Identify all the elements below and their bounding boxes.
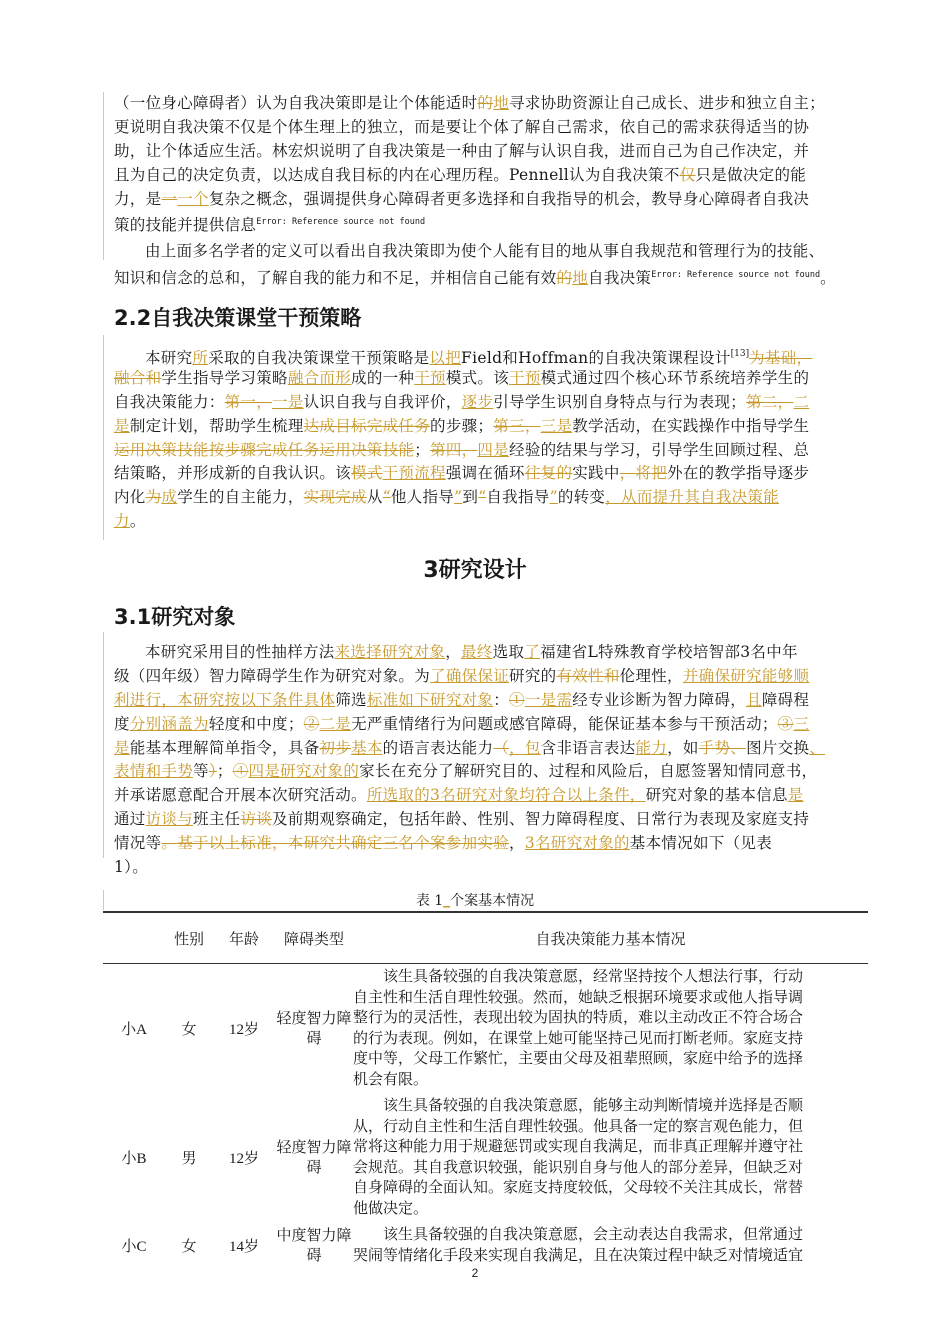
revision-bar <box>103 335 104 540</box>
tracked-insertion: 是 <box>787 786 804 805</box>
tracked-deletion: 初步 <box>319 738 352 757</box>
table-cell-disability-type: 轻度智力障 碍 <box>276 1010 352 1047</box>
text-line: 由上面多名学者的定义可以看出自我决策即为使个人能有目的地从事自我规范和管理行为的技能、 <box>145 242 825 260</box>
heading-section-3: 3研究设计 <box>423 558 527 583</box>
tracked-insertion: 一个 <box>177 189 209 208</box>
tracked-insertion: 逐步 <box>461 392 494 411</box>
text-line: 结策略，并形成新的自我认识。该模式干预流程强调在循环往复的实践中，将把外在的教学指导逐步 <box>114 464 810 483</box>
tracked-deletion: ② <box>303 714 320 733</box>
tracked-insertion: 成 <box>161 488 178 507</box>
text-line: 度分别涵盖为轻度和中度；②二是无严重情绪行为问题或感官障碍，能保证基本参与干预活动；③三 <box>114 714 810 733</box>
text-line: 情况等。基于以上标准，本研究共确定三名个案参加实验，3名研究对象的基本情况如下（见表 <box>114 834 772 853</box>
table-cell: 男 <box>181 1151 197 1167</box>
text-line: 是能基本理解简单指令，具备初步基本的语言表达能力（，包含非语言表达能力，如手势、图片交换、 <box>114 738 826 757</box>
tracked-insertion: 所选取的3名研究对象均符合以上条件， <box>366 786 646 805</box>
tracked-insertion: 分别涵盖为 <box>129 714 209 733</box>
text-line: 1）。 <box>114 858 149 877</box>
tracked-insertion: 干预 <box>414 368 446 387</box>
tracked-insertion: 最终 <box>461 643 493 661</box>
text-line: 助，让个体适应生活。林宏炽说明了自我决策是一种由了解与认识自我，进而自己为自己作决定，并 <box>114 141 810 160</box>
table-header-cell: 年龄 <box>213 912 275 964</box>
paragraph-research-subjects <box>114 641 856 880</box>
tracked-deletion: 为基础， <box>749 349 813 367</box>
tracked-deletion: （ <box>493 738 510 757</box>
table-row <box>103 1222 868 1269</box>
tracked-insertion: 所 <box>192 349 209 367</box>
text-line: 更说明自我决策不仅是个体生理上的独立，而是要让个体了解自己需求，依自己的需求获得适当的协 <box>114 117 810 136</box>
tracked-insertion: 四是 <box>477 440 510 459</box>
text-line: 知识和信念的总和，了解自我的能力和不足，并相信自己能有效的地自我决策$^{Error: Reference source not found}$。 <box>114 268 836 287</box>
tracked-deletion: 模式 <box>351 464 383 483</box>
tracked-insertion: 一是需 <box>524 690 573 709</box>
tracked-insertion: 干预流程 <box>382 464 446 483</box>
tracked-deletion: “ <box>478 488 487 507</box>
table-row <box>103 964 868 1094</box>
tracked-deletion: 。基于以上标准，本研究共确定三名个案参加实验 <box>161 834 510 853</box>
tracked-deletion: 第四， <box>430 440 478 459</box>
paragraph-self-determination-definitions <box>114 92 856 235</box>
tracked-insertion: 并确保研究能够顺 <box>682 666 810 685</box>
text-line: 内化为成学生的自主能力，实现完成从“他人指导”到“自我指导”的转变，从而提升其自我决策能 <box>114 488 780 507</box>
tracked-insertion: 了确保保证 <box>430 666 510 685</box>
tracked-insertion: 三是 <box>540 416 573 435</box>
tracked-deletion: ③ <box>777 714 794 733</box>
tracked-insertion: 四是研究对象的 <box>248 762 360 781</box>
tracked-insertion: 来选择研究对象 <box>334 643 446 661</box>
text-line: 且为自己的决定负责，以达成自我目标的内在心理历程。Pennell认为自我决策不仅只是做决定的能 <box>114 165 807 184</box>
text-line: 通过访谈与班主任访谈及前期观察确定，包括年龄、性别、智力障碍程度、日常行为表现及家庭支持 <box>114 810 810 829</box>
tracked-deletion: ④ <box>232 762 249 781</box>
tracked-insertion: 3名研究对象的 <box>524 834 630 853</box>
tracked-insertion: ，包 <box>509 738 541 757</box>
tracked-deletion: ，将把 <box>619 464 668 483</box>
text-line: 策的技能并提供信息$^{Error: Reference source not found}$ <box>114 216 426 235</box>
tracked-insertion: 标准如下研究对象 <box>366 690 494 709</box>
text-line: 表情和手势等）；④四是研究对象的家长在充分了解研究目的、过程和风险后，自愿签署知情同意书， <box>114 762 818 781</box>
text-line: （一位身心障碍者）认为自我决策即是让个体能适时的地寻求协助资源让自己成长、进步和独立自主； <box>114 94 826 112</box>
table-header-cell: 障碍类型 <box>275 912 353 964</box>
tracked-deletion: “ <box>382 488 391 507</box>
tracked-deletion: 第二， <box>746 392 794 411</box>
reference-error-text: Error: Reference source not found <box>651 269 821 280</box>
tracked-insertion: _ <box>443 893 451 909</box>
text-line: 自我决策能力：第一，一是认识自我与自我评价，逐步引导学生识别自身特点与行为表现；第二，二 <box>114 392 810 411</box>
tracked-insertion: ” <box>454 488 463 507</box>
table-cell: 14岁 <box>228 1239 259 1255</box>
tracked-insertion: 三 <box>793 714 810 733</box>
tracked-deletion: 有效性和 <box>556 666 620 685</box>
revision-bar <box>103 632 104 858</box>
tracked-insertion: ” <box>549 488 558 507</box>
text-line: 融合和学生指导学习策略融合而形成的一种干预模式。该干预模式通过四个核心环节系统培养学生的 <box>114 368 810 387</box>
tracked-deletion: ） <box>208 762 217 781</box>
tracked-insertion: 是 <box>114 416 130 435</box>
text-line: 本研究所采取的自我决策课堂干预策略是以把Field和Hoffman的自我决策课程设计[13]为基础， <box>145 349 813 367</box>
table-cell: 12岁 <box>228 1151 259 1167</box>
page-number: 2 <box>471 1266 479 1280</box>
table-header-cell: 性别 <box>165 912 213 964</box>
text-line: 运用决策技能按步骤完成任务运用决策技能；第四，四是经验的结果与学习，引导学生回顾过程、总 <box>114 440 810 459</box>
table-cell: 小A <box>121 1022 147 1038</box>
tracked-insertion: 且 <box>746 690 762 709</box>
table-header-cell <box>103 912 165 964</box>
table-cell-description: 该生具备较强的自我决策意愿，能够主动判断情境并选择是否顺 从，行动自主性和生活自理性较强。他具备一定的察言观色能力，但 常将这种能力用于规避惩罚或实现自我满足，而非真正理解并遵守社 会规范。其自我意识较强，能识别自身与他人的部分差异，但缺乏对 自身障碍的全面认知。家庭支持度较低，父母较不关注其成长，常替 他做决定。 <box>353 1098 804 1217</box>
text-line: 是制定计划，帮助学生梳理达成目标完成任务的步骤；第三，三是教学活动，在实践操作中指导学生 <box>114 416 810 435</box>
tracked-insertion: 了 <box>524 643 541 661</box>
tracked-insertion: 、 <box>809 738 826 757</box>
tracked-deletion: 实现完成 <box>303 488 367 507</box>
revision-bar <box>103 92 104 260</box>
tracked-deletion: 的 <box>477 94 494 112</box>
table-cell: 女 <box>181 1022 197 1038</box>
tracked-deletion: 一 <box>161 189 178 208</box>
table-cell-description: 该生具备较强的自我决策意愿，会主动表达自我需求，但常通过 哭闹等情绪化手段来实现自我满足，且在决策过程中缺乏对情境适宜 <box>353 1227 804 1264</box>
tracked-deletion: 的 <box>556 268 573 287</box>
tracked-deletion: 手势、 <box>698 738 747 757</box>
tracked-insertion: 是 <box>114 738 130 757</box>
text-line: 并承诺愿意配合开展本次研究活动。所选取的3名研究对象均符合以上条件，研究对象的基本信息是 <box>114 786 804 805</box>
paragraph-intervention-strategy <box>114 343 856 534</box>
tracked-deletion: 融合和 <box>114 368 162 387</box>
tracked-insertion: 二是 <box>319 714 352 733</box>
tracked-deletion: 往复的 <box>524 464 573 483</box>
table-cell: 小C <box>121 1239 147 1255</box>
paragraph-definition-summary <box>114 240 856 288</box>
tracked-insertion: 以把 <box>429 349 462 367</box>
text-line: 本研究采用目的性抽样方法来选择研究对象，最终选取了福建省L特殊教育学校培智部3名中年 <box>145 643 798 661</box>
tracked-insertion: 能力 <box>635 738 668 757</box>
heading-section-2-2: 2.2自我决策课堂干预策略 <box>114 306 362 330</box>
tracked-insertion: 地 <box>572 268 589 287</box>
citation-superscript: [13] <box>730 349 750 359</box>
table-cell: 小B <box>121 1151 147 1167</box>
tracked-deletion: 仅 <box>679 165 696 184</box>
tracked-deletion: 运用决策技能按步骤完成任务运用决策技能 <box>114 440 415 459</box>
tracked-insertion: 干预 <box>509 368 541 387</box>
text-line: 力。 <box>114 512 146 531</box>
reference-error-text: Error: Reference source not found <box>256 217 426 228</box>
heading-section-3-1: 3.1研究对象 <box>114 605 236 629</box>
table-header-row <box>103 912 868 964</box>
table-cell: 女 <box>181 1239 197 1255</box>
table-caption: 表 1_个案基本情况 <box>415 893 535 909</box>
text-line: 利进行，本研究按以下条件具体筛选标准如下研究对象：①一是需经专业诊断为智力障碍，且障碍程 <box>114 690 810 709</box>
table-cell-description: 该生具备较强的自我决策意愿，经常坚持按个人想法行事，行动 自主性和生活自理性较强。然而，她缺乏根据环境要求或他人指导调 整行为的灵活性，表现出较为固执的特质，难以主动改正不符合场合 的行为表现。例如，在课堂上她可能坚持己见而打断老师。家庭支持 度中等，父母工作繁忙，主要由父母及祖辈照顾，家庭中给予的选择 机会有限。 <box>353 969 804 1088</box>
text-line: 力，是一一个复杂之概念，强调提供身心障碍者更多选择和自我指导的机会，教导身心障碍者自我决 <box>114 189 810 208</box>
tracked-deletion: ① <box>509 690 525 709</box>
tracked-deletion: 第一， <box>224 392 273 411</box>
tracked-insertion: ，从而提升其自我决策能 <box>605 488 780 507</box>
tracked-insertion: 融合而形 <box>287 368 352 387</box>
tracked-insertion: 利进行，本研究按以下条件具体 <box>114 690 336 709</box>
tracked-insertion: 表情和手势 <box>114 762 194 781</box>
table-cell-disability-type: 中度智力障 碍 <box>276 1227 352 1264</box>
tracked-insertion: 力 <box>114 512 130 531</box>
text-line: 级（四年级）智力障碍学生作为研究对象。为了确保保证研究的有效性和伦理性，并确保研究能够顺 <box>114 666 810 685</box>
tracked-insertion: 访谈与 <box>145 810 194 829</box>
tracked-deletion: 为 <box>145 488 162 507</box>
tracked-insertion: 一是 <box>272 392 304 411</box>
case-info-table <box>103 911 868 1269</box>
table-cell-disability-type: 轻度智力障 碍 <box>276 1139 352 1176</box>
table-header-cell: 自我决策能力基本情况 <box>353 912 868 964</box>
table-row <box>103 1093 868 1222</box>
table-cell: 12岁 <box>228 1022 259 1038</box>
tracked-deletion: 第三， <box>493 416 541 435</box>
tracked-insertion: 二 <box>793 392 810 411</box>
tracked-deletion: 达成目标完成任务 <box>303 416 431 435</box>
tracked-insertion: 基本 <box>351 738 383 757</box>
tracked-insertion: 地 <box>493 94 510 112</box>
tracked-deletion: 访谈 <box>240 810 273 829</box>
